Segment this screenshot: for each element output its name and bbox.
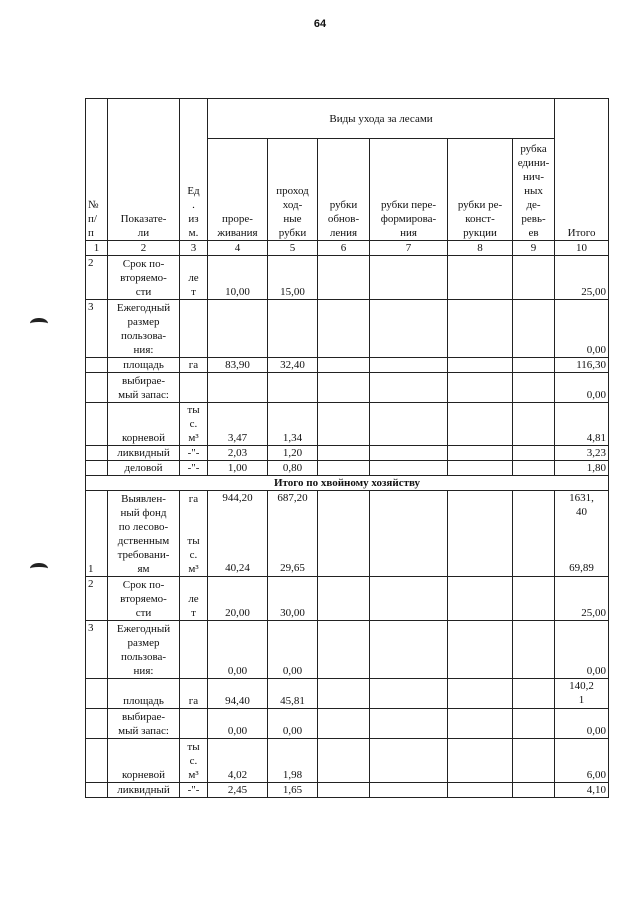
forest-care-table	[85, 98, 609, 798]
table-cell	[318, 739, 370, 783]
table-cell: ле т	[180, 577, 208, 621]
table-cell	[513, 621, 555, 679]
table-cell	[370, 300, 448, 358]
table-row	[86, 709, 609, 739]
table-cell: корневой	[108, 403, 180, 446]
table-cell	[86, 358, 108, 373]
table-cell: га	[180, 679, 208, 709]
table-cell	[86, 403, 108, 446]
header-cell-5: проход ход- ные рубки	[268, 139, 318, 241]
table-row	[86, 577, 609, 621]
table-row	[86, 358, 609, 373]
header-cell-7: рубки пере- формирова- ния	[370, 139, 448, 241]
column-number-cell: 10	[555, 241, 609, 256]
table-cell: га	[180, 358, 208, 373]
table-cell	[513, 300, 555, 358]
table-cell: 2	[86, 256, 108, 300]
table-cell: 1,20	[268, 446, 318, 461]
table-cell: 0,00	[208, 709, 268, 739]
table-cell	[86, 373, 108, 403]
table-cell	[370, 783, 448, 798]
column-number-row	[86, 241, 609, 256]
table-cell: площадь	[108, 358, 180, 373]
table-cell	[318, 709, 370, 739]
table-cell	[318, 679, 370, 709]
table-cell: 6,00	[555, 739, 609, 783]
table-cell: 45,81	[268, 679, 318, 709]
table-cell	[448, 446, 513, 461]
header-cell-6: рубки обнов- ления	[318, 139, 370, 241]
table-cell	[370, 403, 448, 446]
table-cell: 2,03	[208, 446, 268, 461]
table-cell: 4,10	[555, 783, 609, 798]
table-cell	[448, 577, 513, 621]
table-cell: 30,00	[268, 577, 318, 621]
table-cell	[448, 461, 513, 476]
rows-section-a	[86, 256, 609, 476]
table-cell	[86, 446, 108, 461]
table-cell	[513, 358, 555, 373]
table-cell	[318, 461, 370, 476]
table-cell: 15,00	[268, 256, 318, 300]
table-row	[86, 679, 609, 709]
table-cell: 0,00	[555, 373, 609, 403]
table-cell: Срок по- вторяемо- сти	[108, 256, 180, 300]
table-cell: Срок по- вторяемо- сти	[108, 577, 180, 621]
table-cell: 2	[86, 577, 108, 621]
table-cell	[268, 373, 318, 403]
table-cell	[513, 577, 555, 621]
table-cell: 1,65	[268, 783, 318, 798]
table-cell	[318, 577, 370, 621]
table-row	[86, 491, 609, 577]
table-cell	[208, 373, 268, 403]
table-cell: 0,00	[268, 709, 318, 739]
table-cell	[318, 403, 370, 446]
table-cell	[448, 679, 513, 709]
table-cell: 944,20 40,24	[208, 491, 268, 577]
table-cell: Ежегодный размер пользова- ния:	[108, 300, 180, 358]
table-cell	[318, 783, 370, 798]
table-cell: 0,00	[268, 621, 318, 679]
section-title: Итого по хвойному хозяйству	[86, 476, 609, 491]
table-cell: га ты с. м³	[180, 491, 208, 577]
table-cell: 1,80	[555, 461, 609, 476]
table-cell	[513, 783, 555, 798]
table-cell: 0,00	[555, 621, 609, 679]
table-cell: -"-	[180, 783, 208, 798]
table-cell	[370, 491, 448, 577]
column-number-cell: 2	[108, 241, 180, 256]
header-cell-2: Показате- ли	[108, 99, 180, 241]
table-cell	[268, 300, 318, 358]
header-cell-1: № п/ п	[86, 99, 108, 241]
rows-section-b	[86, 491, 609, 798]
table-cell: Выявлен- ный фонд по лесово- дственным требовани- ям	[108, 491, 180, 577]
table-cell: деловой	[108, 461, 180, 476]
table-cell	[513, 679, 555, 709]
table-cell: 83,90	[208, 358, 268, 373]
table-cell: -"-	[180, 461, 208, 476]
table-cell	[513, 739, 555, 783]
table-cell	[448, 300, 513, 358]
table-cell: 0,00	[208, 621, 268, 679]
table-cell: 1,34	[268, 403, 318, 446]
header-cell-9: рубка едини- нич- ных де- ревь- ев	[513, 139, 555, 241]
table-cell	[370, 256, 448, 300]
table-cell: ле т	[180, 256, 208, 300]
table-cell: ты с. м³	[180, 739, 208, 783]
column-number-cell: 1	[86, 241, 108, 256]
table-cell: ты с. м³	[180, 403, 208, 446]
table-cell	[513, 446, 555, 461]
column-number-cell: 9	[513, 241, 555, 256]
table-cell	[180, 621, 208, 679]
table-cell	[513, 403, 555, 446]
table-cell: ликвидный	[108, 446, 180, 461]
table-cell	[370, 461, 448, 476]
table-cell: 10,00	[208, 256, 268, 300]
table-cell: 1631, 40 69,89	[555, 491, 609, 577]
table-cell	[86, 461, 108, 476]
header-cell-3: Ед . из м.	[180, 99, 208, 241]
table-cell: выбирае- мый запас:	[108, 709, 180, 739]
table-cell: 1	[86, 491, 108, 577]
table-cell	[513, 373, 555, 403]
table-row	[86, 446, 609, 461]
column-number-cell: 6	[318, 241, 370, 256]
header-cell-8: рубки ре- конст- рукции	[448, 139, 513, 241]
group-header: Виды ухода за лесами	[208, 99, 555, 139]
table-cell	[448, 256, 513, 300]
table-cell: выбирае- мый запас:	[108, 373, 180, 403]
table-cell	[86, 679, 108, 709]
table-row	[86, 403, 609, 446]
table-cell	[513, 461, 555, 476]
table-cell	[448, 739, 513, 783]
table-row	[86, 461, 609, 476]
table-cell	[208, 300, 268, 358]
table-cell: ликвидный	[108, 783, 180, 798]
table-cell	[370, 373, 448, 403]
table-cell	[448, 491, 513, 577]
table-cell	[180, 373, 208, 403]
table-cell	[448, 373, 513, 403]
table-cell: 687,20 29,65	[268, 491, 318, 577]
column-number-cell: 7	[370, 241, 448, 256]
table-cell	[318, 446, 370, 461]
table-cell	[448, 621, 513, 679]
table-cell	[86, 709, 108, 739]
table-cell	[370, 577, 448, 621]
table-cell	[86, 783, 108, 798]
page-number: 64	[313, 18, 327, 30]
table-cell	[513, 491, 555, 577]
table-cell	[318, 256, 370, 300]
table-cell: 3,23	[555, 446, 609, 461]
table-cell	[513, 709, 555, 739]
table-cell: 1,00	[208, 461, 268, 476]
table-cell	[370, 679, 448, 709]
table-cell: -"-	[180, 446, 208, 461]
table-cell	[318, 373, 370, 403]
table-cell: корневой	[108, 739, 180, 783]
table-cell: 2,45	[208, 783, 268, 798]
table-cell: 3,47	[208, 403, 268, 446]
table-cell: 0,00	[555, 300, 609, 358]
table-cell: Ежегодный размер пользова- ния:	[108, 621, 180, 679]
table-cell: 25,00	[555, 256, 609, 300]
table-cell	[180, 300, 208, 358]
table-cell	[318, 621, 370, 679]
table-cell: 25,00	[555, 577, 609, 621]
table-cell: 94,40	[208, 679, 268, 709]
table-cell	[370, 621, 448, 679]
table-row	[86, 300, 609, 358]
table-cell	[370, 709, 448, 739]
table-cell: 3	[86, 621, 108, 679]
table-cell: площадь	[108, 679, 180, 709]
table-row	[86, 256, 609, 300]
table-cell	[370, 358, 448, 373]
column-number-cell: 5	[268, 241, 318, 256]
table-cell	[370, 446, 448, 461]
table-cell	[180, 709, 208, 739]
table-cell: 4,81	[555, 403, 609, 446]
table-cell: 116,30	[555, 358, 609, 373]
table-row	[86, 621, 609, 679]
table-cell: 32,40	[268, 358, 318, 373]
table-cell: 140,2 1	[555, 679, 609, 709]
column-number-cell: 4	[208, 241, 268, 256]
column-number-cell: 8	[448, 241, 513, 256]
table-row	[86, 739, 609, 783]
table-cell: 1,98	[268, 739, 318, 783]
table-cell: 0,80	[268, 461, 318, 476]
table-cell: 20,00	[208, 577, 268, 621]
header-cell-4: проре- живания	[208, 139, 268, 241]
table-cell: 4,02	[208, 739, 268, 783]
table-cell: 0,00	[555, 709, 609, 739]
table-cell	[513, 256, 555, 300]
table-cell	[448, 358, 513, 373]
table-cell: 3	[86, 300, 108, 358]
table-cell	[318, 491, 370, 577]
table-cell	[318, 300, 370, 358]
table-cell	[448, 783, 513, 798]
header-cell-10: Итого	[555, 99, 609, 241]
table-cell	[86, 739, 108, 783]
table-cell	[448, 403, 513, 446]
table-cell	[448, 709, 513, 739]
table-cell	[318, 358, 370, 373]
table-row	[86, 373, 609, 403]
table-row	[86, 783, 609, 798]
punch-mark	[30, 318, 48, 329]
punch-mark	[30, 563, 48, 574]
table-cell	[370, 739, 448, 783]
column-number-cell: 3	[180, 241, 208, 256]
